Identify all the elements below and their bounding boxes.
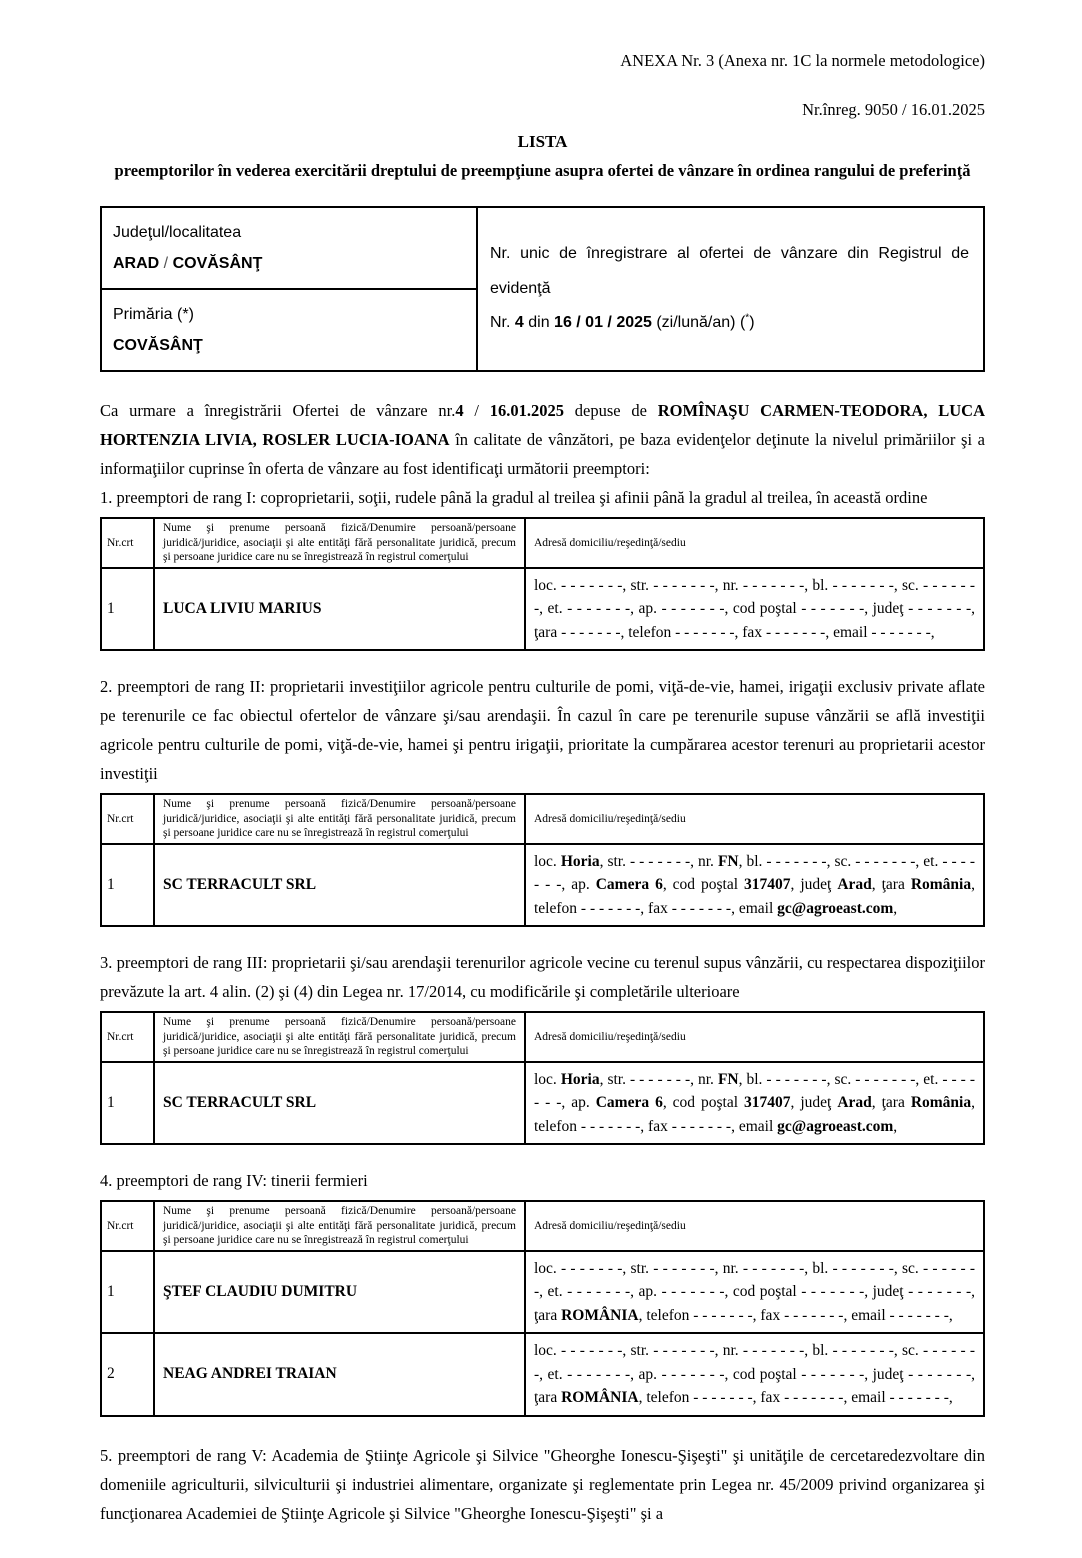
table-row xyxy=(101,568,984,651)
column-header-name: Nume şi prenume persoană fizică/Denumire persoană/persoane juridică/juridice, asociaţii şi alte entităţi fără personalitate juridică, precum şi persoane juridice care nu se înregistrează în registrul comerţului xyxy=(154,518,525,568)
info-table xyxy=(100,206,985,372)
column-header-name: Nume şi prenume persoană fizică/Denumire persoană/persoane juridică/juridice, asociaţii şi alte entităţi fără personalitate juridică, precum şi persoane juridice care nu se înregistrează în registrul comerţului xyxy=(154,794,525,844)
table-row xyxy=(101,1062,984,1145)
table-header-row xyxy=(101,518,984,568)
info-row-county xyxy=(101,207,984,289)
preemptor-name: LUCA LIVIU MARIUS xyxy=(154,568,525,651)
column-header-address: Adresă domiciliu/reşedinţă/sediu xyxy=(525,518,984,568)
row-number: 2 xyxy=(101,1333,154,1416)
column-header-address: Adresă domiciliu/reşedinţă/sediu xyxy=(525,1012,984,1062)
column-header-address: Adresă domiciliu/reşedinţă/sediu xyxy=(525,1201,984,1251)
row-number: 1 xyxy=(101,844,154,927)
registration-number: Nr.înreg. 9050 / 16.01.2025 xyxy=(802,100,985,119)
column-header-address: Adresă domiciliu/reşedinţă/sediu xyxy=(525,794,984,844)
column-header-nr: Nr.crt xyxy=(101,794,154,844)
row-number: 1 xyxy=(101,1062,154,1145)
column-header-name: Nume şi prenume persoană fizică/Denumire persoană/persoane juridică/juridice, asociaţii şi alte entităţi fără personalitate juridică, precum şi persoane juridice care nu se înregistrează în registrul comerţului xyxy=(154,1201,525,1251)
table-header-row xyxy=(101,1201,984,1251)
preemptor-address: loc. - - - - - - -, str. - - - - - - -, nr. - - - - - - -, bl. - - - - - - -, sc. - - - - - - -, et. - - - - - - -, ap. - - - - - - -, cod poştal - - - - - - -, judeţ - - - - - - -, ţara ROMÂNIA, telefon - - - - - - -, fax - - - - - - -, email - - - - - - -, xyxy=(525,1333,984,1416)
offer-reg-value: Nr. 4 din 16 / 01 / 2025 (zi/lună/an) (*) xyxy=(490,312,755,332)
column-header-nr: Nr.crt xyxy=(101,1012,154,1062)
county-label: Judeţul/localitatea xyxy=(113,224,242,241)
table-row xyxy=(101,1333,984,1416)
table-row xyxy=(101,1251,984,1334)
row-number: 1 xyxy=(101,1251,154,1334)
offer-reg-label: Nr. unic de înregistrare al ofertei de vânzare din Registrul de evidenţă xyxy=(490,245,969,297)
column-header-nr: Nr.crt xyxy=(101,518,154,568)
row-number: 1 xyxy=(101,568,154,651)
preemptor-name: NEAG ANDREI TRAIAN xyxy=(154,1333,525,1416)
preemptor-name: ŞTEF CLAUDIU DUMITRU xyxy=(154,1251,525,1334)
preemptor-name: SC TERRACULT SRL xyxy=(154,1062,525,1145)
preemptor-address: loc. - - - - - - -, str. - - - - - - -, nr. - - - - - - -, bl. - - - - - - -, sc. - - - - - - -, et. - - - - - - -, ap. - - - - - - -, cod poştal - - - - - - -, judeţ - - - - - - -, ţara ROMÂNIA, telefon - - - - - - -, fax - - - - - - -, email - - - - - - -, xyxy=(525,1251,984,1334)
intro-paragraph: Ca urmare a înregistrării Ofertei de vânzare nr.4 / 16.01.2025 depuse de ROMÎNAŞU CARMEN-TEODORA, LUCA HORTENZIA LIVIA, ROSLER LUCIA-IOANA în calitate de vânzători, pe baza evidenţelor deţinute la nivelul primăriilor şi a informaţiilor cuprinse în oferta de vânzare au fost identificaţi următorii preemptori: xyxy=(100,401,985,478)
preemptor-table-rank1 xyxy=(100,517,985,651)
offer-registration-cell xyxy=(477,207,984,371)
section-heading-rank1: 1. preemptori de rang I: coproprietarii, soţii, rudele până la gradul al treilea şi afinii până la gradul al treilea, în această ordine xyxy=(100,488,928,507)
table-row xyxy=(101,844,984,927)
county-value: ARAD / COVĂSÂNŢ xyxy=(113,255,263,272)
column-header-name: Nume şi prenume persoană fizică/Denumire persoană/persoane juridică/juridice, asociaţii şi alte entităţi fără personalitate juridică, precum şi persoane juridice care nu se înregistrează în registrul comerţului xyxy=(154,1012,525,1062)
section-heading-rank3: 3. preemptori de rang III: proprietarii şi/sau arendaşii terenurilor agricole vecine cu terenul supus vânzării, cu respectarea dispoziţiilor prevăzute la art. 4 alin. (2) şi (4) din Legea nr. 17/2014, cu modificările şi completările ulterioare xyxy=(100,953,985,1001)
anexa-note: ANEXA Nr. 3 (Anexa nr. 1C la normele metodologice) xyxy=(620,51,985,70)
preemptor-address: loc. - - - - - - -, str. - - - - - - -, nr. - - - - - - -, bl. - - - - - - -, sc. - - - - - - -, et. - - - - - - -, ap. - - - - - - -, cod poştal - - - - - - -, judeţ - - - - - - -, ţara - - - - - - -, telefon - - - - - - -, fax - - - - - - -, email - - - - - - -, xyxy=(525,568,984,651)
cityhall-label: Primăria (*) xyxy=(113,306,194,323)
preemptor-address: loc. Horia, str. - - - - - - -, nr. FN, bl. - - - - - - -, sc. - - - - - - -, et. - - - - - - -, ap. Camera 6, cod poştal 317407, judeţ Arad, ţara România, telefon - - - - - - -, fax - - - - - - -, email gc@agroeast.com, xyxy=(525,844,984,927)
document-title: LISTA xyxy=(517,132,568,151)
preemptor-table-rank2 xyxy=(100,793,985,927)
cityhall-value: COVĂSÂNŢ xyxy=(113,337,203,354)
document-subtitle: preemptorilor în vederea exercitării dreptului de preempţiune asupra ofertei de vânzare în ordinea rangului de preferinţă xyxy=(114,161,971,180)
preemptor-address: loc. Horia, str. - - - - - - -, nr. FN, bl. - - - - - - -, sc. - - - - - - -, et. - - - - - - -, ap. Camera 6, cod poştal 317407, judeţ Arad, ţara România, telefon - - - - - - -, fax - - - - - - -, email gc@agroeast.com, xyxy=(525,1062,984,1145)
section-heading-rank2: 2. preemptori de rang II: proprietarii investiţiilor agricole pentru culturile de pomi, viţă-de-vie, hamei, irigaţii exclusiv private aflate pe terenurile ce fac obiectul ofertelor de vânzare şi/sau arendaşii. În cazul în care pe terenurile supuse vânzării se află investiţii agricole pentru culturile de pomi, viţă-de-vie, hamei şi pentru irigaţii, prioritate la cumpărarea acestor terenuri au proprietarii acestor investiţii xyxy=(100,677,985,783)
section-heading-rank5: 5. preemptori de rang V: Academia de Ştiinţe Agricole şi Silvice "Gheorghe Ionescu-Şişeşti" şi unităţile de cercetaredezvoltare din domeniile agriculturii, silviculturii şi industriei alimentare, organizate şi reglementate prin Legea nr. 45/2009 privind organizarea şi funcţionarea Academiei de Ştiinţe Agricole şi Silvice "Gheorghe Ionescu-Şişeşti" şi a xyxy=(100,1445,985,1523)
column-header-nr: Nr.crt xyxy=(101,1201,154,1251)
table-header-row xyxy=(101,794,984,844)
cityhall-cell xyxy=(101,289,477,371)
county-cell xyxy=(101,207,477,289)
section-heading-rank4: 4. preemptori de rang IV: tinerii fermieri xyxy=(100,1171,368,1190)
preemptor-table-rank4 xyxy=(100,1200,985,1417)
table-header-row xyxy=(101,1012,984,1062)
preemptor-table-rank3 xyxy=(100,1011,985,1145)
preemptor-name: SC TERRACULT SRL xyxy=(154,844,525,927)
